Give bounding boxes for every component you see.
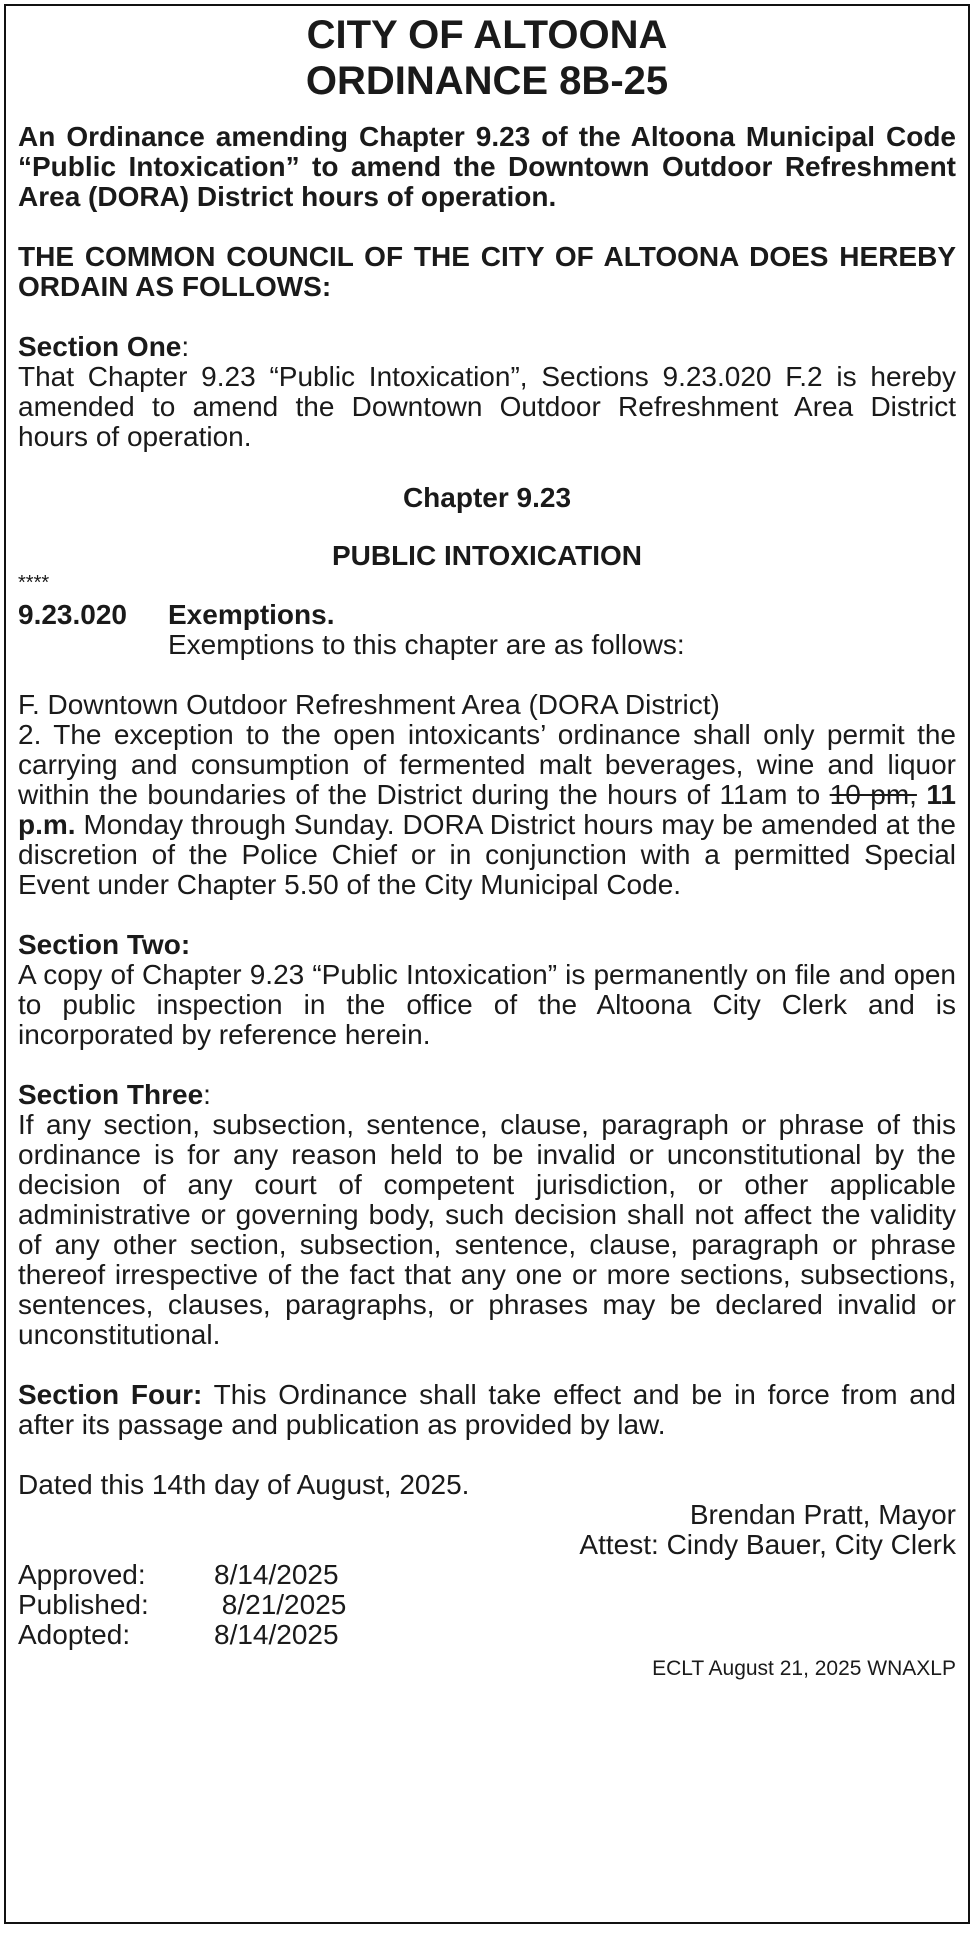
section-three-body: If any section, subsection, sentence, clause, paragraph or phrase of this ordinance is for any reason held to be invalid or unconstitutional by the decision of any court of competent jurisdiction, or other applicable administrative or governing body, such decision shall not affect the validity of any other section, subsection, sentence, clause, paragraph or phrase thereof irrespective of the fact that any one or more sections, subsections, sentences, clauses, paragraphs, or phrases may be declared invalid or unconstitutional. <box>18 1109 956 1350</box>
section-four <box>18 1380 956 1440</box>
section-three-title: Section Three <box>18 1079 204 1110</box>
dated-line: Dated this 14th day of August, 2025. <box>18 1469 470 1500</box>
date-value: 8/21/2025 <box>214 1589 347 1620</box>
section-four-heading: Section Four: <box>18 1379 203 1410</box>
mayor-signature: Brendan Pratt, Mayor <box>689 1499 956 1530</box>
dates-block <box>18 1560 956 1650</box>
section-three-heading <box>18 1080 956 1110</box>
date-value: 8/14/2025 <box>214 1559 339 1590</box>
title-city: CITY OF ALTOONA <box>306 13 668 57</box>
date-label: Approved: <box>18 1559 146 1590</box>
struck-old-time: 10 pm, <box>829 779 917 810</box>
date-row-approved <box>18 1560 956 1590</box>
section-one-heading <box>18 332 956 362</box>
date-value: 8/14/2025 <box>214 1619 339 1650</box>
section-two-body: A copy of Chapter 9.23 “Public Intoxication” is permanently on file and open to public inspection in the office of the Altoona City Clerk and is incorporated by reference herein. <box>18 959 956 1050</box>
date-label: Adopted: <box>18 1619 131 1650</box>
dora-text-before: 2. The exception to the open intoxicants’ ordinance shall only permit the carrying and consumption of fermented malt beverages, wine and liquor within the boundaries of the District during the hours of 11am to <box>18 719 956 810</box>
section-two-heading: Section Two: <box>18 929 191 960</box>
chapter-subtitle: PUBLIC INTOXICATION <box>331 540 643 571</box>
new-closing-time: 11 p.m. <box>18 779 956 840</box>
date-row-published <box>18 1590 956 1620</box>
date-row-adopted <box>18 1620 956 1650</box>
chapter-title: Chapter 9.23 <box>402 482 572 513</box>
ordinance-summary: An Ordinance amending Chapter 9.23 of the Altoona Municipal Code “Public Intoxication” to amend the Downtown Outdoor Refreshment Area (DORA) District hours of operation. <box>18 121 956 212</box>
notice-title <box>18 12 956 104</box>
exemptions-lead: Exemptions to this chapter are as follows: <box>168 629 685 660</box>
exemptions-block <box>18 600 956 660</box>
title-ordinance: ORDINANCE 8B-25 <box>305 59 669 103</box>
exemptions-heading: Exemptions. <box>168 599 335 630</box>
date-label: Published: <box>18 1589 149 1620</box>
omission-marker: **** <box>18 572 50 594</box>
dora-text-after: Monday through Sunday. DORA District hours may be amended at the discretion of the Police Chief or in conjunction with a permitted Special Event under Chapter 5.50 of the City Municipal Code. <box>18 809 956 900</box>
publication-footer: ECLT August 21, 2025 WNAXLP <box>652 1657 956 1680</box>
clerk-attest: Attest: Cindy Bauer, City Clerk <box>579 1529 956 1560</box>
council-declaration: THE COMMON COUNCIL OF THE CITY OF ALTOONA DOES HEREBY ORDAIN AS FOLLOWS: <box>18 241 956 302</box>
section-three-colon: : <box>203 1079 211 1110</box>
legal-notice <box>4 4 970 1924</box>
section-one-body: That Chapter 9.23 “Public Intoxication”, Sections 9.23.020 F.2 is hereby amended to amend the Downtown Outdoor Refreshment Area District hours of operation. <box>18 361 956 452</box>
section-one-colon: : <box>181 331 190 362</box>
exemptions-number: 9.23.020 <box>18 599 127 630</box>
section-one-title: Section One <box>18 331 182 362</box>
dora-exception-body <box>18 720 956 900</box>
section-four-body: This Ordinance shall take effect and be in force from and after its passage and publication as provided by law. <box>18 1379 956 1440</box>
dora-heading: F. Downtown Outdoor Refreshment Area (DORA District) <box>18 689 720 720</box>
